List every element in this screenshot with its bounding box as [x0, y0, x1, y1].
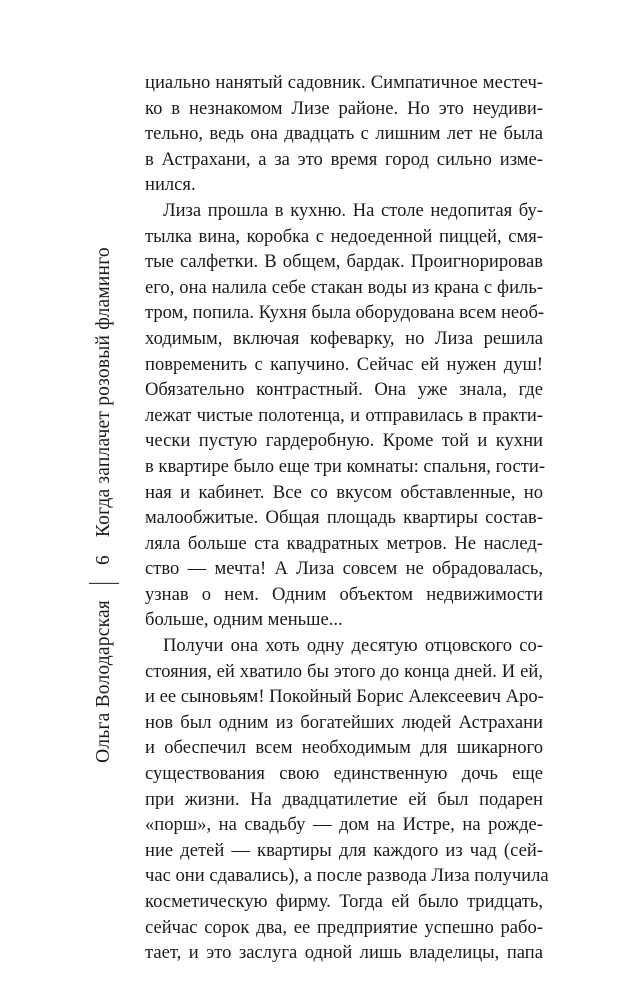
text-line: лежат чистые полотенца, и отправилась в практи-	[145, 404, 543, 426]
text-line: тылка вина, коробка с недоеденной пиццей, смя-	[145, 225, 543, 247]
text-line: его, она налила себе стакан воды из крана с филь-	[145, 276, 543, 298]
text-line: в Астрахани, а за это время город сильно изме-	[145, 148, 543, 170]
text-line: узнав о нем. Одним объектом недвижимости	[145, 583, 543, 605]
text-line: ство — мечта! А Лиза совсем не обрадовалась,	[145, 558, 543, 580]
text-line: больше, одним меньше...	[145, 609, 343, 631]
text-line: и обеспечил всем необходимым для шикарного	[145, 737, 543, 759]
text-line: тые салфетки. В общем, бардак. Проигнорировав	[145, 251, 543, 273]
text-line: в квартире было еще три комнаты: спальня, гости-	[145, 455, 546, 477]
text-line: существования свою единственную дочь еще	[145, 763, 543, 785]
header-divider	[89, 583, 119, 584]
book-title: Когда заплачет розовый фламинго	[93, 247, 114, 538]
text-line: тельно, ведь она двадцать с лишним лет не была	[145, 123, 543, 145]
author-name: Ольга Володарская	[93, 600, 114, 763]
text-line: ляла больше ста квадратных метров. Не наслед-	[145, 532, 543, 554]
text-line: Обязательно контрастный. Она уже знала, где	[145, 379, 543, 401]
text-line: час они сдавались), а после развода Лиза получила	[145, 865, 549, 887]
text-line: Получи она хоть одну десятую отцовского со-	[163, 635, 543, 657]
text-line: тает, и это заслуга одной лишь владелицы, папа	[145, 942, 543, 964]
text-line: ная и кабинет. Все со вкусом обставленные, но	[145, 481, 543, 503]
text-line: повременить с капучино. Сейчас ей нужен душ!	[145, 353, 543, 375]
body-text	[145, 70, 549, 966]
text-line: нился.	[145, 174, 196, 196]
text-line: ко в незнакомом Лизе районе. Но это неудиви-	[145, 97, 543, 119]
running-header-text	[89, 247, 119, 763]
page-number: 6	[93, 555, 114, 566]
text-line: сейчас сорок два, ее предприятие успешно рабо-	[145, 916, 543, 938]
text-line: нов был одним из богатейших людей Астрахани	[145, 711, 543, 733]
text-line: стояния, ей хватило бы этого до конца дней. И ей,	[145, 660, 543, 682]
text-line: чески пустую гардеробную. Кроме той и кухни	[145, 430, 543, 452]
text-line: ходимым, включая кофеварку, но Лиза решила	[145, 327, 543, 349]
text-line: «порш», на свадьбу — дом на Истре, на рожде-	[145, 814, 543, 836]
text-line: косметическую фирму. Тогда ей было тридцать,	[145, 891, 543, 912]
text-line: и ее сыновьям! Покойный Борис Алексеевич Аро-	[145, 686, 544, 708]
text-line: малообжитые. Общая площадь квартиры состав-	[145, 507, 543, 529]
text-line: циально нанятый садовник. Симпатичное местеч-	[145, 72, 543, 93]
text-line: при жизни. На двадцатилетие ей был подарен	[145, 788, 543, 810]
text-line: ние детей — квартиры для каждого из чад (сей-	[145, 839, 543, 861]
text-line: Лиза прошла в кухню. На столе недопитая бу-	[163, 199, 543, 221]
text-line: тром, попила. Кухня была оборудована всем необ-	[145, 302, 545, 324]
